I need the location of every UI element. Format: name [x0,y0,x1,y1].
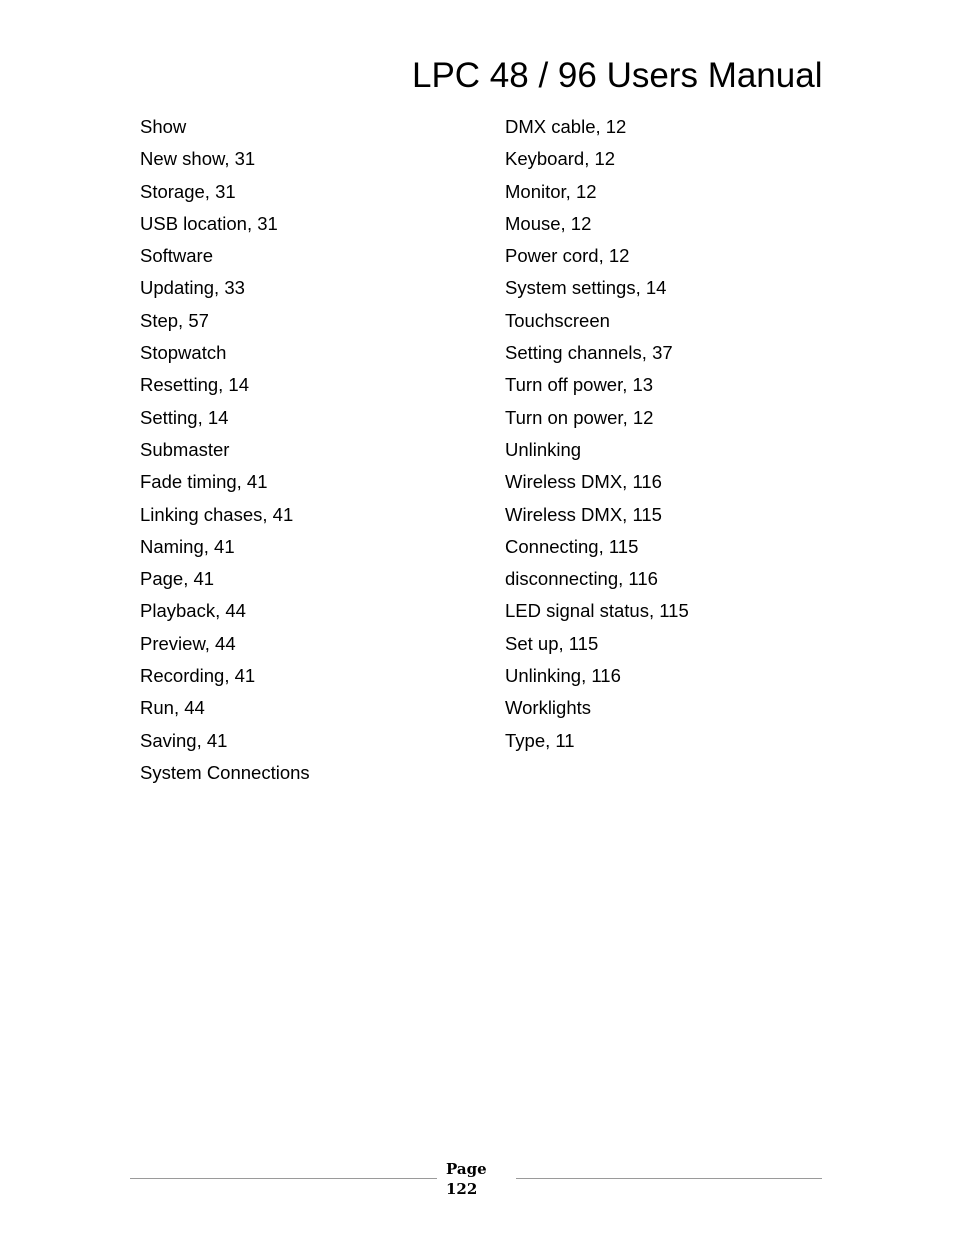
index-entry: Setting channels, 37 [505,342,673,364]
index-entry: System Connections [140,761,310,783]
index-entry: Setting, 14 [140,406,229,428]
index-entry: Monitor, 12 [505,180,597,202]
index-entry: Submaster [140,438,230,460]
index-entry: Saving, 41 [140,729,228,751]
index-entry: Playback, 44 [140,600,246,622]
index-entry: Storage, 31 [140,180,236,202]
index-entry: Unlinking [505,438,582,460]
index-entry: Show [140,116,187,137]
index-entry: Updating, 33 [140,277,245,299]
index-entry: Wireless DMX, 115 [505,503,662,525]
index-entry: Software [140,245,214,267]
index-entry: Recording, 41 [140,665,256,687]
index-entry: Mouse, 12 [505,212,592,234]
index-entry: Page, 41 [140,568,215,590]
index-entry: USB location, 31 [140,212,278,234]
page-label: Page [446,1160,487,1178]
index-entry: Set up, 115 [505,632,599,654]
index-entry: Turn on power, 12 [505,406,654,428]
index-entry: Keyboard, 12 [505,148,616,170]
index-entry: DMX cable, 12 [505,116,627,137]
index-entry: Type, 11 [505,729,575,751]
index-entry: New show, 31 [140,148,256,170]
page-number-value: 122 [446,1180,478,1198]
index-entry: Run, 44 [140,697,205,719]
index-entry: disconnecting, 116 [505,568,658,590]
index-entry: Wireless DMX, 116 [505,471,662,493]
page-number [446,1159,487,1199]
index-entry: Naming, 41 [140,535,235,557]
index-entry: LED signal status, 115 [505,600,689,622]
index-entry: Preview, 44 [140,632,236,654]
footer-rule-left [130,1178,437,1179]
index-entry: Unlinking, 116 [505,665,621,687]
footer-rule-right [516,1178,822,1179]
index-entry: Stopwatch [140,342,227,364]
index-entry: Touchscreen [505,309,610,331]
index-entry: Worklights [505,697,592,719]
index-entry: Turn off power, 13 [505,374,654,396]
index-entry: Step, 57 [140,309,209,331]
index-entry: Linking chases, 41 [140,503,294,525]
index-column-left [140,111,310,789]
index-entry: System settings, 14 [505,277,667,299]
index-entry: Fade timing, 41 [140,471,268,493]
index-entry: Connecting, 115 [505,535,639,557]
page-title: LPC 48 / 96 Users Manual [412,56,823,95]
index-entry: Power cord, 12 [505,245,630,267]
index-entry: Resetting, 14 [140,374,250,396]
index-column-right [505,111,689,757]
